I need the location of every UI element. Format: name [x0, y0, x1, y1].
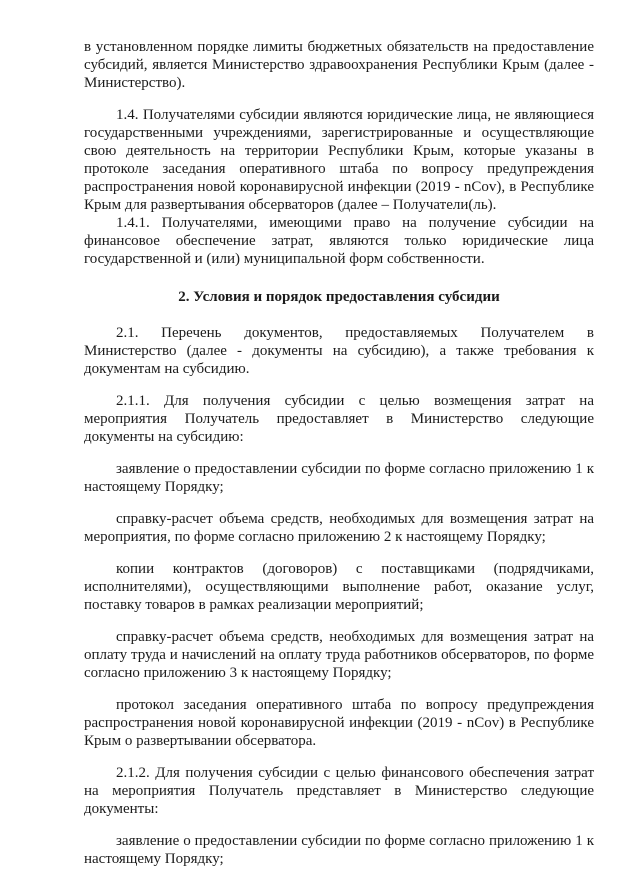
list-item-application: заявление о предоставлении субсидии по форме согласно приложению 1 к настоящему Порядку;	[84, 461, 594, 495]
list-item-contract-copies: копии контрактов (договоров) с поставщиками (подрядчиками, исполнителями), осуществляющими выполнение работ, оказание услуг, поставку товаров в рамках реализации мероприятий;	[84, 561, 594, 613]
list-item-application-2: заявление о предоставлении субсидии по форме согласно приложению 1 к настоящему Порядку;	[84, 833, 594, 867]
paragraph-1-4: 1.4. Получателями субсидии являются юридические лица, не являющиеся государственными учреждениями, зарегистрированные и осуществляющие свою деятельность на территории Республики Крым, которые указаны в протоколе заседания оперативного штаба по вопросу предупреждения распространения новой коронавирусной инфекции (2019 - nCov), в Республике Крым для развертывания обсерваторов (далее – Получатели(ль).	[84, 107, 594, 213]
paragraph-2-1-2: 2.1.2. Для получения субсидии с целью финансового обеспечения затрат на мероприятия Получатель представляет в Министерство следующие документы:	[84, 765, 594, 817]
paragraph-2-1: 2.1. Перечень документов, предоставляемых Получателем в Министерство (далее - документы на субсидию), а также требования к документам на субсидию.	[84, 325, 594, 377]
section-2-heading: 2. Условия и порядок предоставления субсидии	[178, 289, 500, 305]
list-item-protocol: протокол заседания оперативного штаба по вопросу предупреждения распространения новой коронавирусной инфекции (2019 - nCov) в Республике Крым о развертывании обсерватора.	[84, 697, 594, 749]
paragraph-2-1-1: 2.1.1. Для получения субсидии с целью возмещения затрат на мероприятия Получатель предоставляет в Министерство следующие документы на субсидию:	[84, 393, 594, 445]
list-item-labor-statement: справку-расчет объема средств, необходимых для возмещения затрат на оплату труда и начислений на оплату труда работников обсерваторов, по форме согласно приложению 3 к настоящему Порядку;	[84, 629, 594, 681]
paragraph-continuation: в установленном порядке лимиты бюджетных обязательств на предоставление субсидий, является Министерство здравоохранения Республики Крым (далее - Министерство).	[84, 39, 594, 91]
paragraph-1-4-1: 1.4.1. Получателями, имеющими право на получение субсидии на финансовое обеспечение затрат, являются только юридические лица государственной и (или) муниципальной форм собственности.	[84, 215, 594, 267]
list-item-cost-statement: справку-расчет объема средств, необходимых для возмещения затрат на мероприятия, по форме согласно приложению 2 к настоящему Порядку;	[84, 511, 594, 545]
